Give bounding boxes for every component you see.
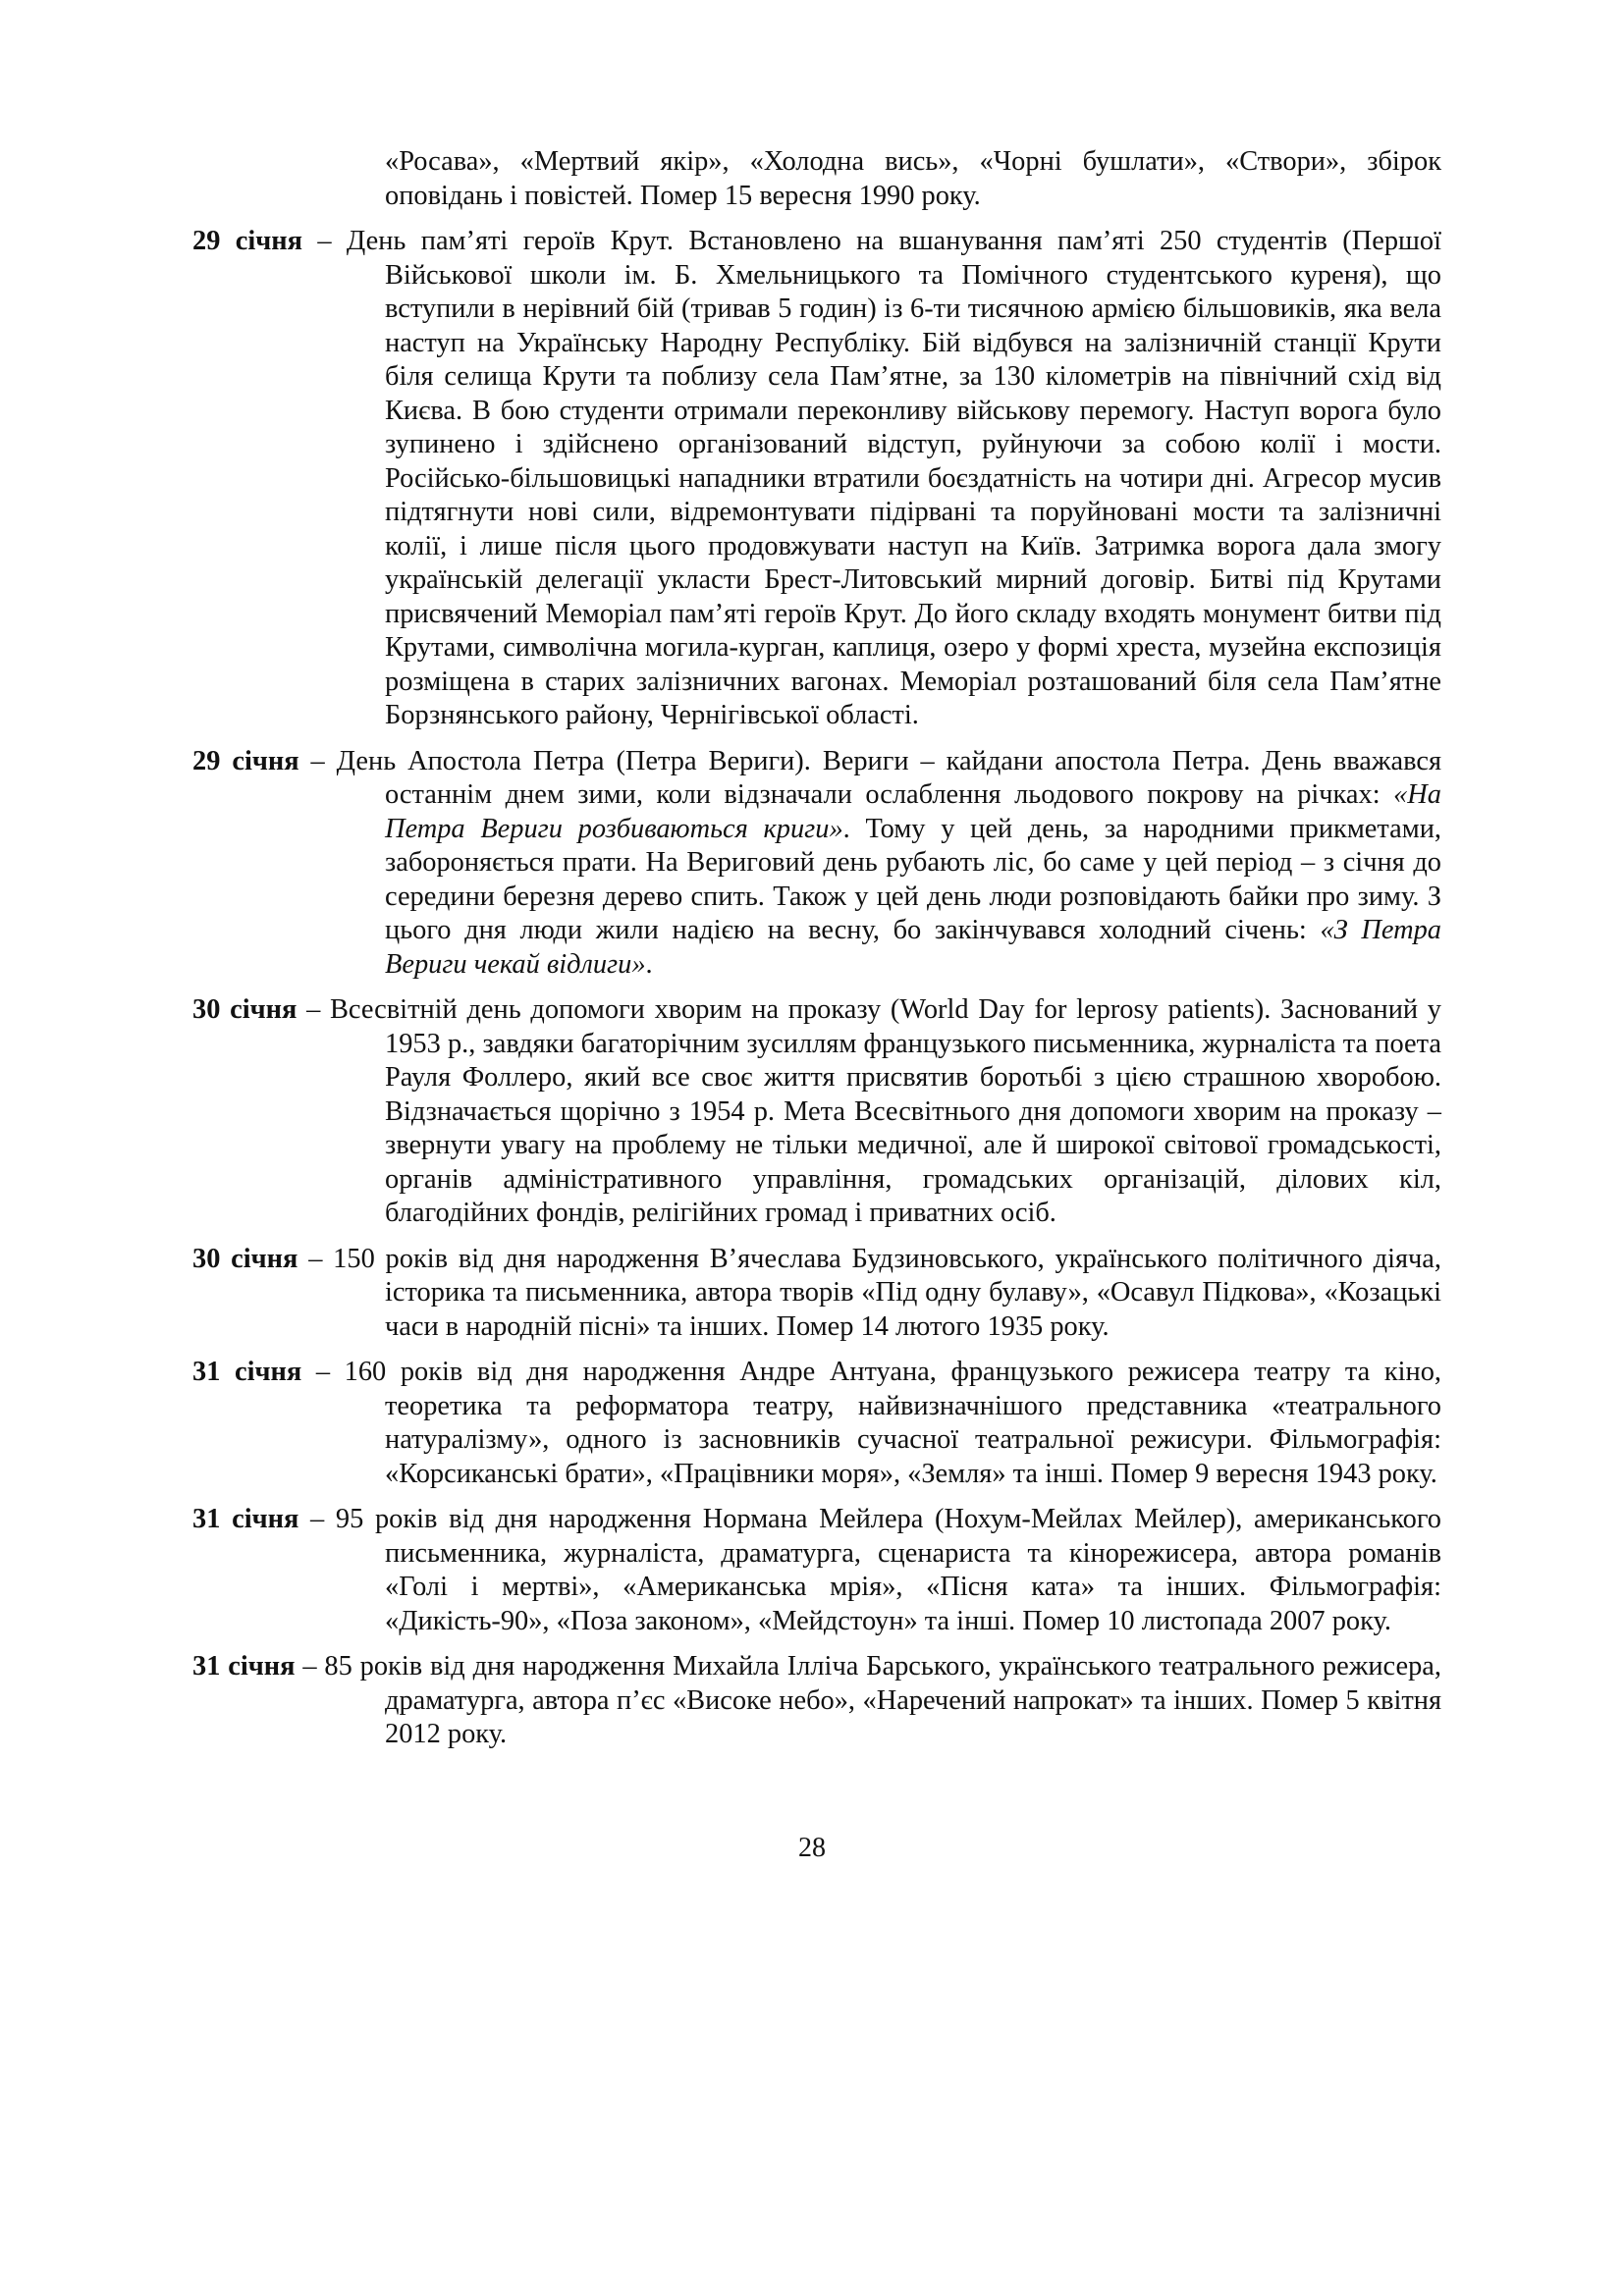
entry-date: 31 січня (192, 1651, 296, 1682)
page-number: 28 (798, 1833, 826, 1863)
calendar-entry (192, 1503, 1441, 1638)
entry-text: – 95 років від дня народження Нормана Мейлера (Нохум-Мейлах Мейлер), американського письменника, журналіста, драматурга, сценариста та кінорежисера, автора романів «Голі і мертві», «Американська мрія», «Пісня ката» та інших. Фільмографія: «Дикість-90», «Поза законом», «Мейдстоун» та інші. Помер 10 листопада 2007 року. (298, 1504, 1441, 1636)
entry-text: – День пам’яті героїв Крут. Встановлено на вшанування пам’яті 250 студентів (Першої Військової школи ім. Б. Хмельницького та Помічного студентського куреня), що вступили в нерівний бій (тривав 5 годин) із 6-ти тисячною армією більшовиків, яка вела наступ на Українську Народну Республіку. Бій відбувся на залізничній станції Крути біля селища Крути та поблизу села Пам’ятне, за 130 кілометрів на північний схід від Києва. В бою студенти отримали переконливу військову перемогу. Наступ ворога було зупинено і здійснено організований відступ, руйнуючи за собою колії і мости. Російсько-більшовицькі нападники втратили боєздатність на чотири дні. Агресор мусив підтягнути нові сили, відремонтувати підірвані та поруйновані мости та залізничні колії, і лише після цього продовжувати наступ на Київ. Затримка ворога дала змогу українській делегації укласти Брест-Литовський мирний договір. Битві під Крутами присвячений Меморіал пам’яті героїв Крут. До його складу входять монумент битви під Крутами, символічна могила-курган, каплиця, озеро у формі хреста, музейна експозиція розміщена в старих залізничних вагонах. Меморіал розташований біля села Пам’ятне Борзнянського району, Чернігівської області. (301, 226, 1441, 730)
entry-text: – 85 років від дня народження Михайла Ілліча Барського, українського театрального режисера, драматурга, автора п’єс «Високе небо», «Наречений напрокат» та інших. Помер 5 квітня 2012 року. (295, 1651, 1441, 1749)
entry-date: 31 січня (192, 1357, 302, 1387)
entry-text: – День Апостола Петра (Петра Вериги). Вериги – кайдани апостола Петра. День вважався останнім днем зими, коли відзначали ослаблення льодового покрову на річках: (298, 745, 1441, 810)
calendar-entry (192, 745, 1441, 983)
entry-date: 29 січня (192, 226, 302, 256)
folk-saying: «З Петра Вериги чекай відлиги» (385, 915, 1441, 980)
continuation-paragraph: «Росава», «Мертвий якір», «Холодна вись», «Чорні бушлати», «Створи», збірок оповідань і повістей. Помер 15 вересня 1990 року. (385, 146, 1441, 211)
calendar-entry (192, 1356, 1441, 1491)
entry-text: . (645, 948, 653, 980)
calendar-entry (192, 1243, 1441, 1345)
entry-date: 30 січня (192, 1243, 298, 1274)
entry-date: 29 січня (192, 745, 299, 776)
calendar-entry (192, 993, 1441, 1231)
entry-text: . Тому у цей день, за народними прикметами, забороняється прати. На Веригoвий день рубають ліс, бо саме у цей період – з січня до середини березня дерево спить. Також у цей день люди розповідають байки про зиму. З цього дня люди жили надією на весну, бо закінчувався холодний січень: (385, 813, 1441, 945)
calendar-entry (192, 225, 1441, 733)
entry-date: 31 січня (192, 1504, 299, 1534)
entry-date: 30 січня (192, 994, 298, 1025)
text-block (192, 145, 1441, 1764)
folk-saying: «На Петра Вериги розбиваються криги» (385, 779, 1441, 844)
calendar-entry (192, 1650, 1441, 1752)
entry-text: – Всесвітній день допомоги хворим на проказу (World Day for leprosy patients). Заснований у 1953 р., завдяки багаторічним зусиллям французького письменника, журналіста та поета Рауля Фоллеро, який все своє життя присвятив боротьбі з цією страшною хворобою. Відзначається щорічно з 1954 р. Мета Всесвітнього дня допомоги хворим на проказу – звернути увагу на проблему не тільки медичної, але й широкої світової громадськості, органів адміністративного управління, громадських організацій, ділових кіл, благодійних фондів, релігійних громад і приватних осіб. (297, 994, 1441, 1228)
entry-text: – 160 років від дня народження Андре Антуана, французького режисера театру та кіно, теоретика та реформатора театру, найвизначнішого представника «театрального натуралізму», одного із засновників сучасної театральної режисури. Фільмографія: «Корсиканські брати», «Працівники моря», «Земля» та інші. Помер 9 вересня 1943 року. (301, 1357, 1441, 1489)
entry-text: – 150 років від дня народження В’ячеслава Будзиновського, українського політичного діяча, історика та письменника, автора творів «Під одну булаву», «Осавул Підкова», «Козацькі часи в народній пісні» та інших. Помер 14 лютого 1935 року. (298, 1243, 1441, 1342)
